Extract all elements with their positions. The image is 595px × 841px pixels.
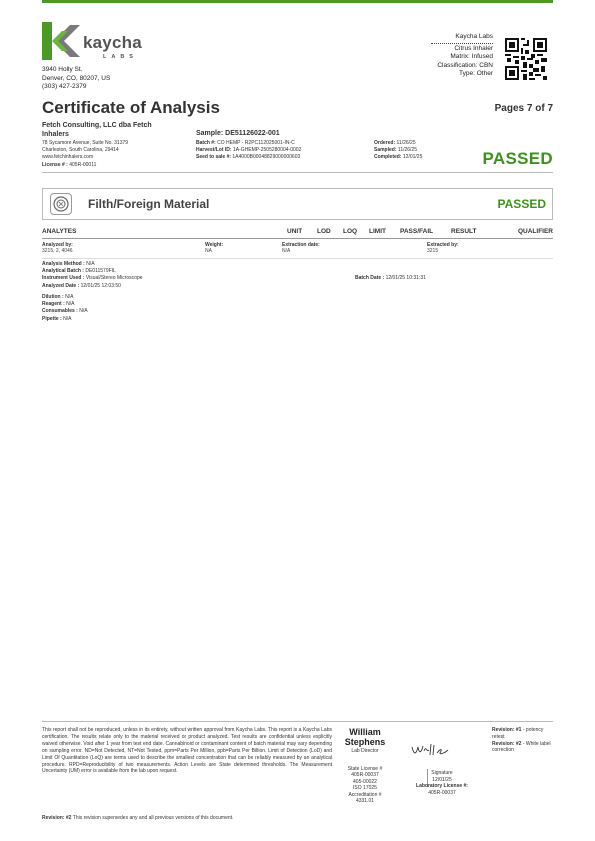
revision-notes xyxy=(492,727,553,754)
client-license-value: 405R-00011 xyxy=(69,161,97,168)
state-license-label: State License # xyxy=(347,765,383,772)
weight-value: NA xyxy=(205,248,212,255)
signature-block xyxy=(406,770,478,796)
analytical-batch-label: Analytical Batch : xyxy=(42,268,84,275)
client-address-line: Charleston, South Carolina, 29414 xyxy=(42,147,119,154)
extracted-by xyxy=(427,242,459,255)
qr-code-icon xyxy=(505,38,547,80)
consumables-label: Consumables : xyxy=(42,308,78,315)
signer-title: Lab Director xyxy=(351,748,379,754)
consumables-value: N/A xyxy=(79,308,88,315)
revision-2 xyxy=(492,741,553,755)
accreditation-value: 4331.01 xyxy=(355,798,375,804)
lab-phone: (303) 427-2379 xyxy=(42,83,87,90)
analysis-method-value: N/A xyxy=(86,261,95,267)
sample-seed-value: 1A4000B00048829000000603 xyxy=(232,154,301,161)
weight-label: Weight: xyxy=(205,242,224,248)
extracted-by-label: Extracted by: xyxy=(427,242,459,248)
revision-2-label: Revision: #2 xyxy=(492,740,522,747)
revision-1 xyxy=(492,727,553,741)
sampled-value: 11/26/25 xyxy=(397,147,417,154)
batch-date-label: Batch Date : xyxy=(355,275,385,281)
instrument-value: Visual/Stereo Microscope xyxy=(85,275,143,282)
overall-passed-badge: PASSED xyxy=(482,149,553,168)
product-matrix: Matrix: Infused xyxy=(450,53,493,61)
info-divider xyxy=(431,43,493,44)
col-analytes: ANALYTES xyxy=(42,228,77,235)
product-classification: Classification: CBN xyxy=(437,61,493,69)
page-title: Certificate of Analysis xyxy=(42,98,220,117)
ordered-date xyxy=(374,140,422,147)
state-license-value: 405R-00037 xyxy=(351,772,379,778)
logo-subtitle: LABS xyxy=(103,54,138,60)
sample-id: Sample: DE51126022-001 xyxy=(196,130,280,137)
accreditation-label: Accreditation # xyxy=(348,791,382,798)
instrument-label: Instrument Used : xyxy=(42,275,85,282)
client-license-label: License # : xyxy=(42,161,68,168)
bottom-revision-note xyxy=(42,815,233,822)
sampled-label: Sampled: xyxy=(374,147,397,154)
lab-license-label: Laboratory License #: xyxy=(416,783,468,789)
dilution-label: Dilution : xyxy=(42,294,64,300)
state-license-value: 405-00022 xyxy=(353,778,377,785)
sample-batch-label: Batch #: xyxy=(196,140,216,146)
batch-date-value: 12/01/25 10:31:31 xyxy=(385,275,426,281)
signer-block xyxy=(335,727,395,805)
reagent xyxy=(42,301,88,308)
pipette-label: Pipette : xyxy=(42,315,62,322)
magnifier-icon xyxy=(52,195,70,213)
signature-date: 12/01/25 xyxy=(432,776,452,783)
weight xyxy=(205,242,223,255)
client-license xyxy=(42,162,128,169)
client-address-line: 78 Sycamore Avenue, Suite No. 31379 xyxy=(42,140,129,146)
col-lod: LOD xyxy=(317,228,331,235)
signer-last-name: Stephens xyxy=(344,737,386,747)
sample-dates xyxy=(374,140,422,162)
method-details xyxy=(42,261,143,290)
analytical-batch-value: DE011579FIL xyxy=(85,268,116,275)
completed-date xyxy=(374,154,422,161)
col-unit: UNIT xyxy=(287,228,303,235)
section-title: Filth/Foreign Material xyxy=(88,197,210,211)
logo-wordmark: kaycha xyxy=(83,33,142,52)
section-passed-badge: PASSED xyxy=(497,197,546,211)
footer-divider xyxy=(42,721,553,722)
col-limit: LIMIT xyxy=(369,228,386,235)
top-accent-bar xyxy=(42,0,553,3)
col-result: RESULT xyxy=(451,228,477,235)
client-name-line: Fetch Consulting, LLC dba Fetch xyxy=(42,122,152,129)
signer-first-name: William xyxy=(349,727,381,737)
col-qualifier: QUALIFIER xyxy=(517,228,553,235)
footer-disclaimer: This report shall not be reproduced, unless in its entirety, without written approval from Kaycha Labs. This report is a Kaycha Labs certification. The results relate only to the material received or product analyzed. Test results are confidential unless explicitly waived otherwise. Void after 1 year from test end date. Cannabinoid or contaminant content of batch material may vary depending on sampling error. ND=Not Detected, NT=Not Tested, ppm=Parts Per Million, ppb=Parts Per Billion. Limit of Detection (LoD) and Limit Of Quantitation (LoQ) are terms used to describe the smallest concentration that can be reliably measured by an analytical procedure. RPD=Reproducibility of two measurements. Action Levels are State determined thresholds. The Measurement Uncertainty (UM) error is available from the lab upon request. xyxy=(42,727,332,775)
reagent-label: Reagent : xyxy=(42,301,65,308)
analysis-method-label: Analysis Method : xyxy=(42,261,85,267)
lab-license-value: 405R-00037 xyxy=(428,789,456,796)
client-name-line: Inhalers xyxy=(42,131,69,138)
product-lab: Kaycha Labs xyxy=(455,33,493,40)
signature-label: Signature xyxy=(431,770,453,776)
bottom-revision-label: Revision: #2 xyxy=(42,815,72,821)
sample-seed xyxy=(196,154,301,161)
client-website: www.fetchinhalers.com xyxy=(42,154,94,161)
client-name xyxy=(42,121,152,139)
kaycha-logo-icon xyxy=(42,22,80,60)
analyzed-date xyxy=(42,283,143,290)
consumables xyxy=(42,308,88,315)
revision-1-text: - potency retest xyxy=(492,727,544,740)
revision-2-text: - White label correction xyxy=(492,740,551,754)
completed-label: Completed: xyxy=(374,154,402,161)
sample-harvest-label: Harvest/Lot ID: xyxy=(196,147,232,154)
analyzed-date-label: Analyzed Date : xyxy=(42,282,80,289)
extracted-by-value: 3215 xyxy=(427,248,439,255)
sample-details xyxy=(196,140,301,162)
iso-standard: ISO 17025 xyxy=(353,785,377,791)
reagent-value: N/A xyxy=(66,301,75,308)
pipette-value: N/A xyxy=(63,315,72,322)
revision-1-label: Revision: #1 xyxy=(492,727,522,733)
sampled-date xyxy=(374,147,422,154)
product-info xyxy=(380,33,493,79)
analyzed-by-label: Analyzed by: xyxy=(42,242,73,248)
extraction-date xyxy=(282,242,320,255)
table-header-divider xyxy=(42,238,553,239)
instrument-used xyxy=(42,275,143,282)
signer-credentials xyxy=(335,748,395,805)
product-type: Type: Other xyxy=(459,70,493,78)
sample-harvest xyxy=(196,147,301,154)
reagent-details xyxy=(42,294,88,323)
col-loq: LOQ xyxy=(343,228,358,235)
sample-harvest-value: 1A-GHEMP-2505280004-0002 xyxy=(232,147,302,154)
analyzed-by xyxy=(42,242,73,255)
header-divider xyxy=(42,172,553,173)
pipette xyxy=(42,316,88,323)
batch-date xyxy=(355,275,426,282)
sample-seed-label: Seed to sale #: xyxy=(196,154,232,161)
lab-address-line: 3940 Holly St. xyxy=(42,66,83,73)
handwritten-signature-icon xyxy=(410,741,450,759)
sample-batch xyxy=(196,140,301,147)
ordered-value: 11/26/25 xyxy=(396,140,416,146)
product-name: Citrus Inhaler xyxy=(454,44,493,52)
lab-address-line: Denver, CO, 80207, US xyxy=(42,74,111,82)
ordered-label: Ordered: xyxy=(374,140,396,146)
analytical-batch xyxy=(42,268,143,275)
bottom-revision-text: This revision supersedes any and all previous versions of this document. xyxy=(71,815,234,821)
dilution xyxy=(42,294,88,301)
sample-batch-value: CO HEMP - R2PC112025001-IN-C xyxy=(217,140,295,146)
extraction-date-value: N/A xyxy=(282,248,291,255)
meta-divider xyxy=(42,258,553,259)
col-pass-fail: PASS/FAIL xyxy=(400,228,434,235)
analyzed-by-value: 3215, 2, 4046 xyxy=(42,248,73,255)
extraction-date-label: Extraction date: xyxy=(282,242,320,248)
dilution-value: N/A xyxy=(65,294,74,300)
analysis-method xyxy=(42,261,143,268)
page-count: Pages 7 of 7 xyxy=(494,103,553,114)
completed-value: 12/01/25 xyxy=(402,154,423,161)
lab-address xyxy=(42,66,110,92)
analyzed-date-value: 12/01/25 12:03:50 xyxy=(80,282,121,289)
client-details xyxy=(42,140,128,169)
